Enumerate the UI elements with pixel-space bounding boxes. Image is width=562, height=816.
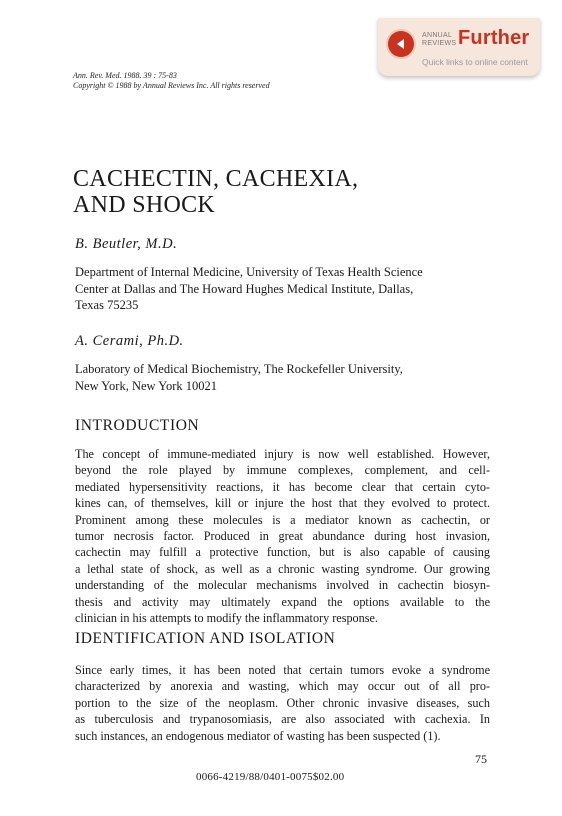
author-affiliation [75,361,403,394]
body-line: mediated hypersensitivity reactions, it has become clear that certain cyto- [75,479,490,494]
further-label: Further [458,27,530,49]
body-line: portion to the size of the neoplasm. Other chronic invasive diseases, such [75,695,490,710]
annual-reviews-label [422,32,456,48]
section-heading: IDENTIFICATION AND ISOLATION [75,630,336,647]
section-body [75,446,490,626]
section-body [75,662,490,744]
arrow-left-icon [388,31,414,57]
copyright-line: Copyright © 1988 by Annual Reviews Inc. All rights reserved [73,80,270,90]
annual-word: ANNUAL [422,32,453,39]
body-line: clinician in his attempts to modify the inflammatory response. [75,611,378,626]
affiliation-line: Department of Internal Medicine, University of Texas Health Science [75,265,423,279]
citation-line: Ann. Rev. Med. 1988. 39 : 75-83 [73,71,177,80]
footer-code: 0066-4219/88/0401-0075$02.00 [196,771,345,783]
affiliation-line: Texas 75235 [75,298,139,312]
affiliation-line: Center at Dallas and The Howard Hughes Medical Institute, Dallas, [75,281,414,296]
affiliation-line: New York, New York 10021 [75,378,218,393]
body-line: thesis and activity may ultimately expand the options available to the [75,594,490,609]
article-title [73,166,358,218]
body-line: understanding of the molecular mechanisms involved in cachectin biosyn- [75,578,490,593]
body-line: characterized by anorexia and wasting, which may occur out of all pro- [75,679,490,694]
author-affiliation [75,264,423,314]
title-line: AND SHOCK [73,192,216,218]
citation [73,71,270,90]
body-line: a lethal state of shock, as well as a chronic wasting syndrome. Our growing [75,561,490,576]
affiliation-line: Laboratory of Medical Biochemistry, The Rockefeller University, [75,362,403,376]
author-name: A. Cerami, Ph.D. [75,333,184,349]
body-line: as tuberculosis and trypanosomiasis, are also associated with cachexia. In [75,712,490,727]
body-line: such instances, an endogenous mediator of wasting has been suspected (1). [75,728,441,743]
body-line: cachectin may fulfill a protective function, but is also capable of causing [75,545,490,560]
further-subtitle: Quick links to online content [422,57,528,67]
body-line: tumor necrosis factor. Produced in great abundance during host invasion, [75,529,490,544]
body-line: beyond the role played by immune complexes, complement, and cell- [75,463,490,478]
body-line: Since early times, it has been noted that certain tumors evoke a syndrome [75,663,490,677]
title-line: CACHECTIN, CACHEXIA, [73,166,359,192]
body-line: Prominent among these molecules is a mediator known as cachectin, or [75,512,490,527]
further-badge[interactable] [378,18,540,76]
body-line: The concept of immune-mediated injury is now well established. However, [75,447,490,461]
body-line: kines can, of themselves, kill or injure the host that they evolved to protect. [75,496,490,511]
section-heading: INTRODUCTION [75,417,200,434]
reviews-word: REVIEWS [422,40,457,47]
page-number: 75 [475,752,487,766]
author-name: B. Beutler, M.D. [75,236,178,252]
